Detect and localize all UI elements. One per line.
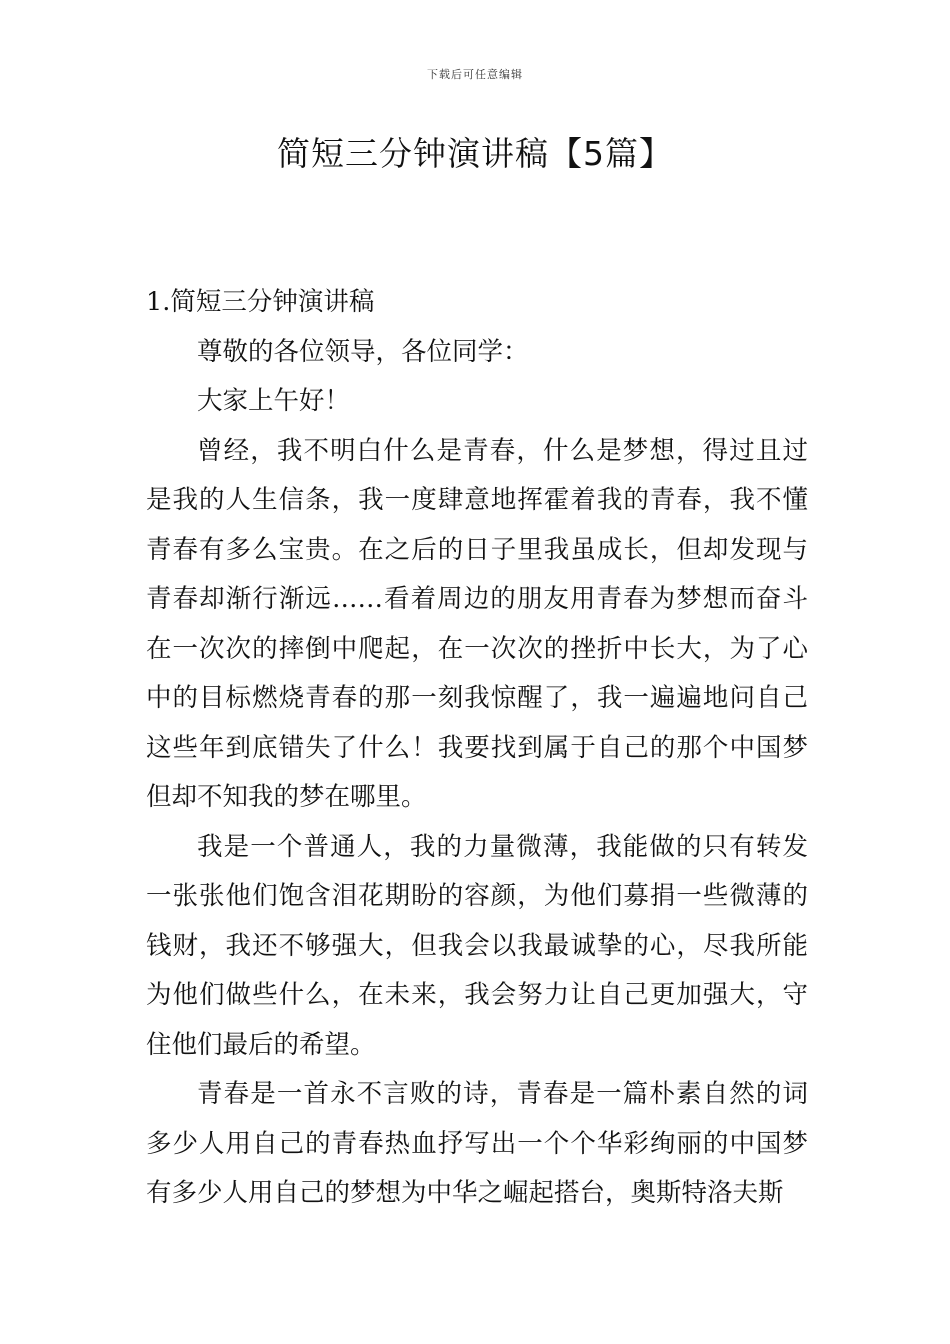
- paragraph: 我是一个普通人，我的力量微薄，我能做的只有转发一张张他们饱含泪花期盼的容颜，为他们募捐一些微薄的钱财，我还不够强大，但我会以我最诚挚的心，尽我所能为他们做些什么，在未来，我会努力让自己更加强大，守住他们最后的希望。: [146, 831, 808, 1060]
- paragraph-salutation: 尊敬的各位领导，各位同学：: [197, 336, 529, 367]
- document-title: 简短三分钟演讲稿【5篇】: [277, 134, 673, 173]
- paragraph-greeting: 大家上午好！: [197, 386, 351, 416]
- paragraph: 青春是一首永不言败的诗，青春是一篇朴素自然的词多少人用自己的青春热血抒写出一个个华彩绚丽的中国梦有多少人用自己的梦想为中华之崛起搭台，奥斯特洛夫斯: [146, 1079, 808, 1208]
- paragraph: 曾经，我不明白什么是青春，什么是梦想，得过且过是我的人生信条，我一度肆意地挥霍着我的青春，我不懂青春有多么宝贵。在之后的日子里我虽成长，但却发现与青春却渐行渐远……看着周边的朋友用青春为梦想而奋斗在一次次的摔倒中爬起，在一次次的挫折中长大，为了心中的目标燃烧青春的那一刻我惊醒了，我一遍遍地问自己这些年到底错失了什么！我要找到属于自己的那个中国梦但却不知我的梦在哪里。: [146, 435, 808, 812]
- header-note: 下载后可任意编辑: [427, 68, 523, 81]
- section-heading: 1.简短三分钟演讲稿: [146, 287, 375, 317]
- document-body: [146, 278, 808, 1219]
